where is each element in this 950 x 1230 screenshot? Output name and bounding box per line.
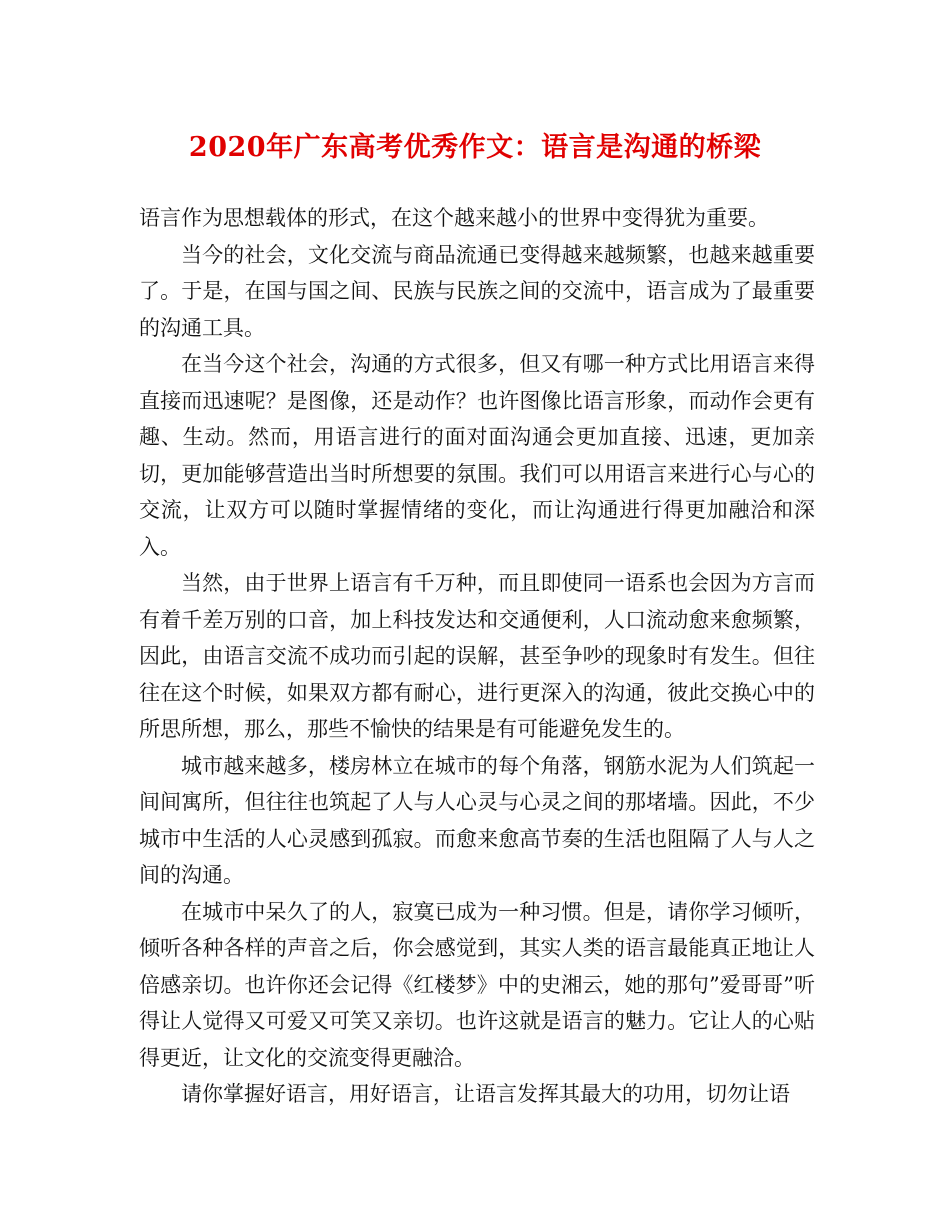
paragraph-7: 请你掌握好语言，用好语言，让语言发挥其最大的功用，切勿让语 <box>181 1082 790 1106</box>
document-title: 2020年广东高考优秀作文：语言是沟通的桥梁 <box>188 132 762 163</box>
paragraph-3: 在当今这个社会，沟通的方式很多，但又有哪一种方式比用语言来得直接而迅速呢？是图像，还是动作？也许图像比语言形象，而动作会更有趣、生动。然而，用语言进行的面对面沟通会更加直接、迅速，更加亲切，更加能够营造出当时所想要的氛围。我们可以用语言来进行心与心的交流，让双方可以随时掌握情绪的变化，而让沟通进行得更加融洽和深入。 <box>139 352 815 559</box>
paragraph-6: 在城市中呆久了的人，寂寞已成为一种习惯。但是，请你学习倾听，倾听各种各样的声音之后，你会感觉到，其实人类的语言最能真正地让人倍感亲切。也许你还会记得《红楼梦》中的史湘云，她的那句”爱哥哥”听得让人觉得又可爱又可笑又亲切。也许这就是语言的魅力。它让人的心贴得更近，让文化的交流变得更融洽。 <box>139 899 815 1070</box>
paragraph-2: 当今的社会，文化交流与商品流通已变得越来越频繁，也越来越重要了。于是，在国与国之间、民族与民族之间的交流中，语言成为了最重要的沟通工具。 <box>139 242 815 340</box>
paragraph-5: 城市越来越多，楼房林立在城市的每个角落，钢筋水泥为人们筑起一间间寓所，但往往也筑起了人与人心灵与心灵之间的那堵墙。因此，不少城市中生活的人心灵感到孤寂。而愈来愈高节奏的生活也阻隔了人与人之间的沟通。 <box>139 753 815 887</box>
paragraph-4: 当然，由于世界上语言有千万种，而且即使同一语系也会因为方言而有着千差万别的口音，加上科技发达和交通便利，人口流动愈来愈频繁，因此，由语言交流不成功而引起的误解，甚至争吵的现象时有发生。但往往在这个时候，如果双方都有耐心，进行更深入的沟通，彼此交换心中的所思所想，那么，那些不愉快的结果是有可能避免发生的。 <box>139 571 815 741</box>
paragraph-1: 语言作为思想载体的形式，在这个越来越小的世界中变得犹为重要。 <box>139 206 769 230</box>
document-body <box>139 200 815 1113</box>
